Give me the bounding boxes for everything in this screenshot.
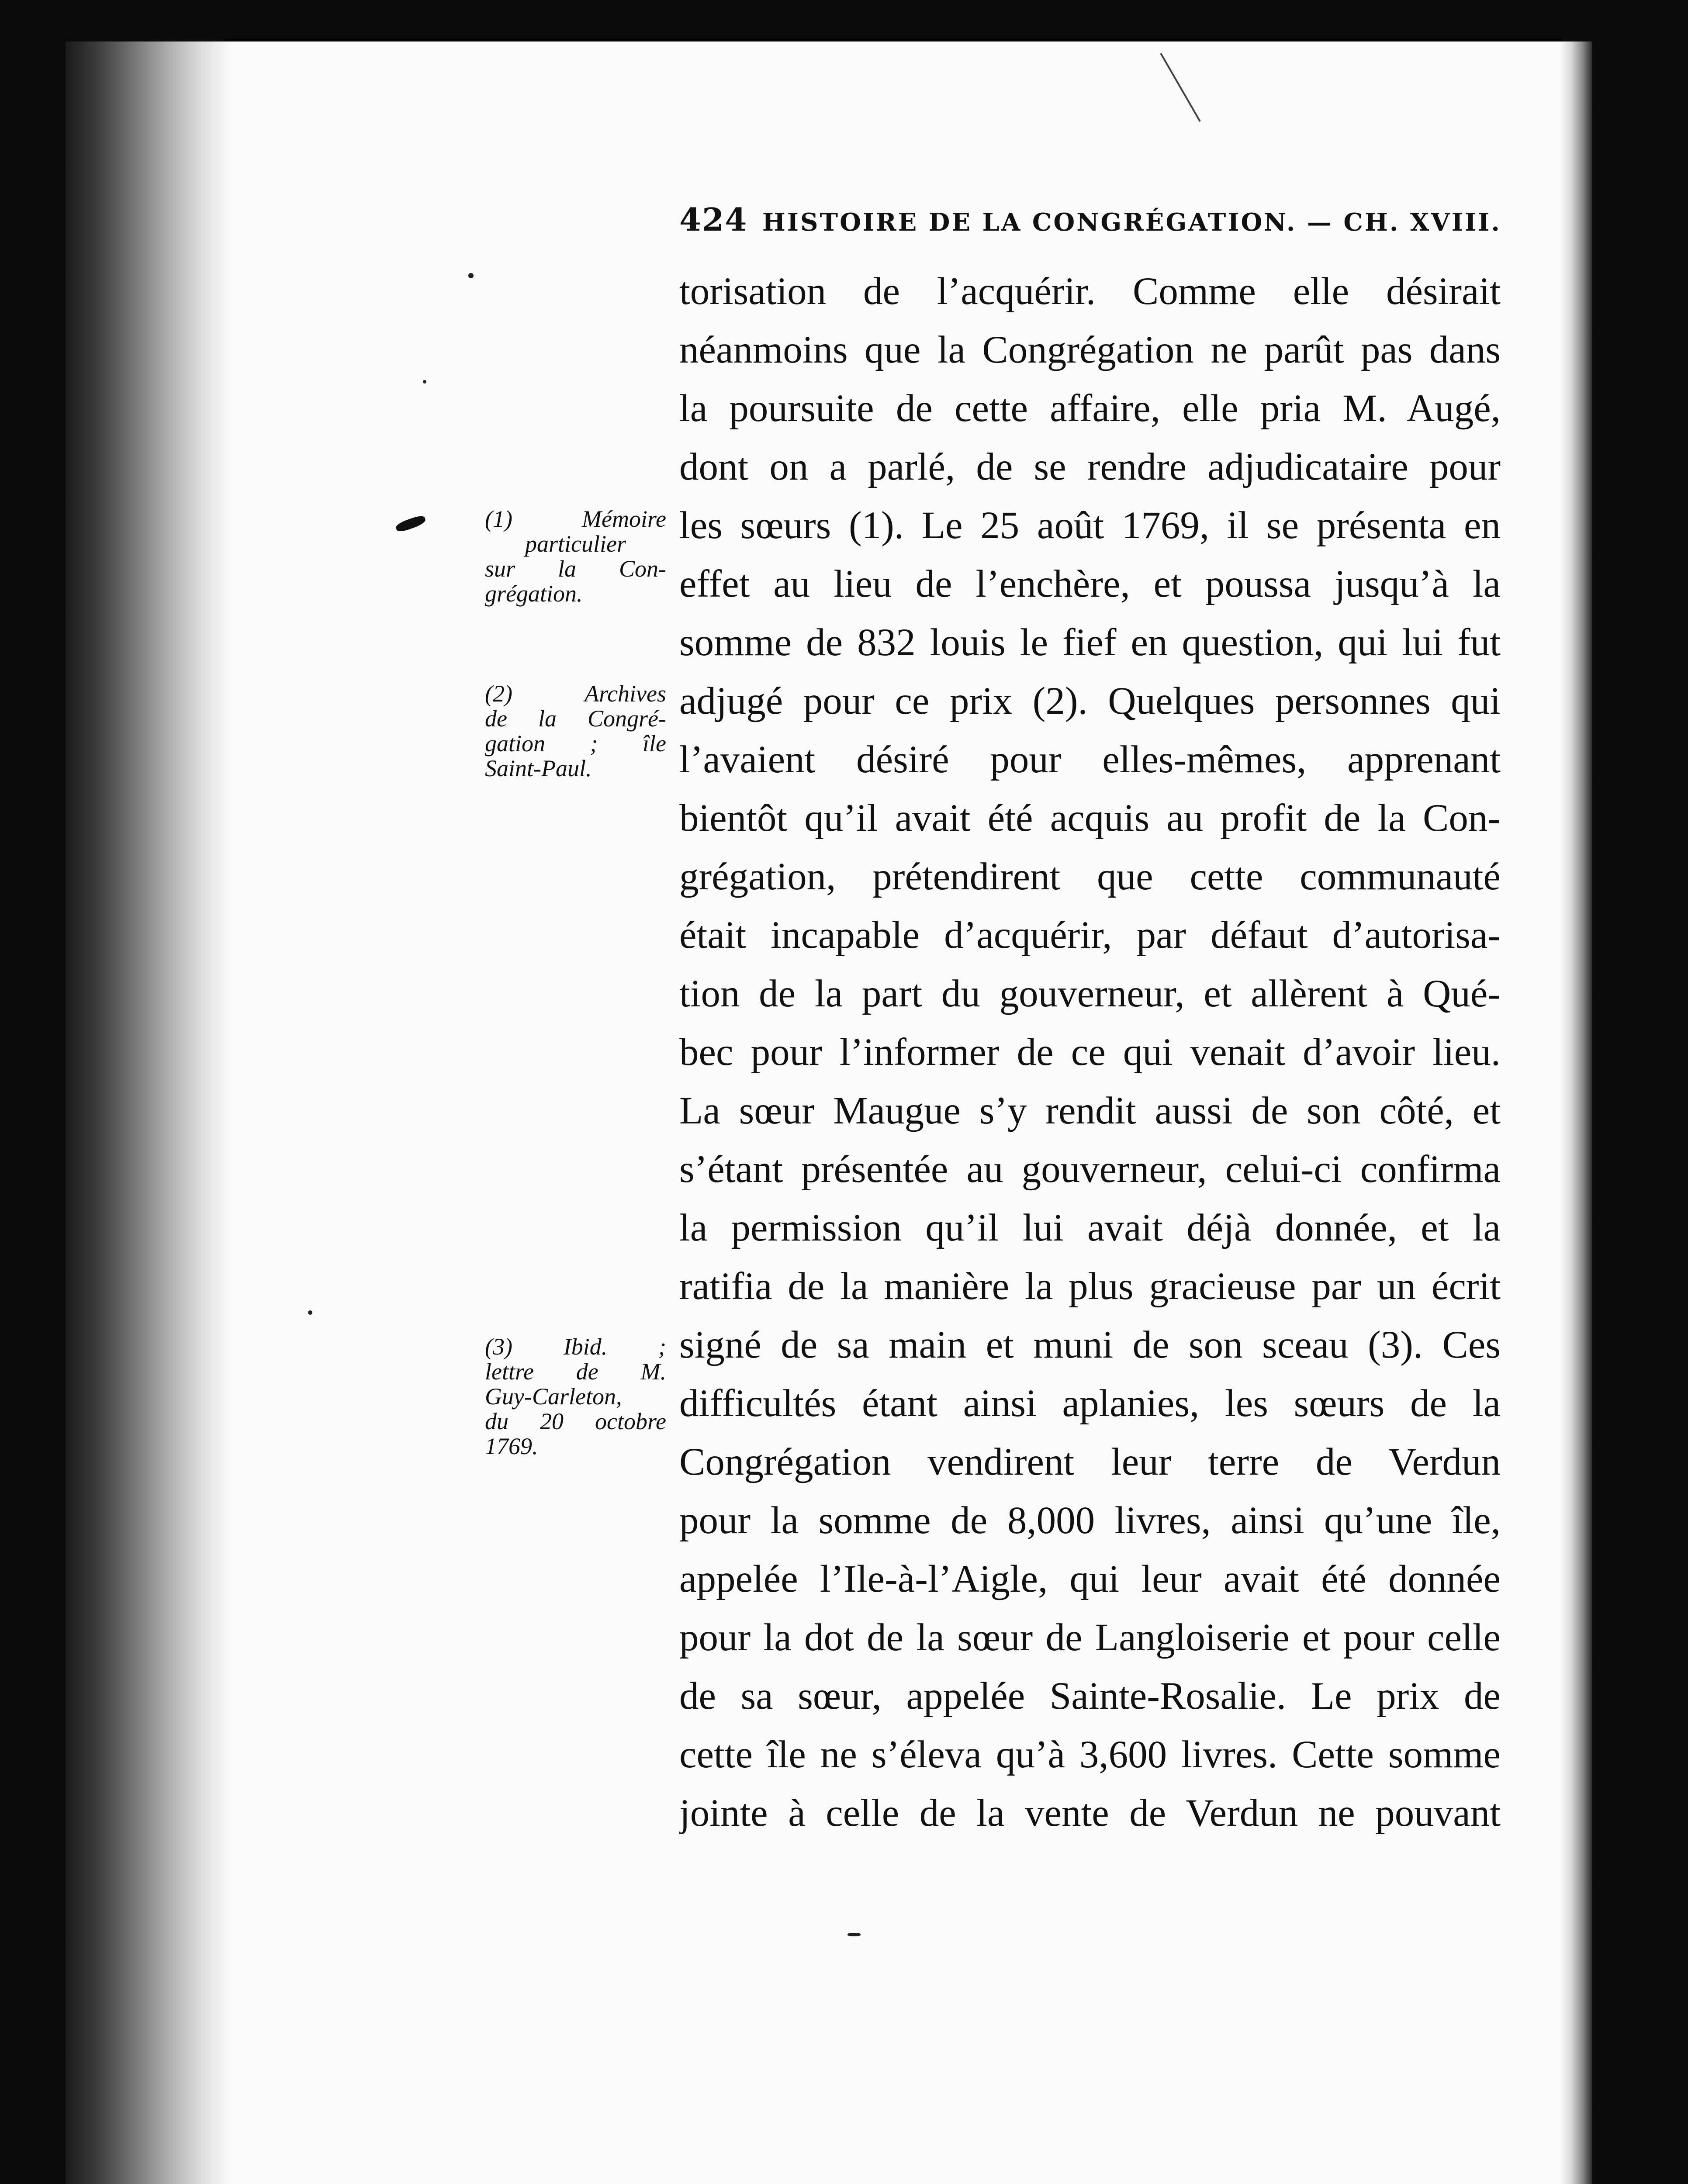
note-line: gation ; île bbox=[485, 730, 666, 757]
body-line: la poursuite de cette affaire, elle pria M. Augé, bbox=[679, 387, 1501, 430]
body-line: l’avaient désiré pour elles-mêmes, apprenant bbox=[679, 738, 1501, 781]
note-line: particulier bbox=[525, 531, 626, 557]
scan-speck bbox=[847, 1933, 861, 1936]
body-line: pour la somme de 8,000 livres, ainsi qu’une île, bbox=[679, 1499, 1501, 1542]
body-line: jointe à celle de la vente de Verdun ne pouvant bbox=[679, 1792, 1501, 1835]
body-line: ratifia de la manière la plus gracieuse par un écrit bbox=[679, 1265, 1501, 1308]
running-head bbox=[679, 201, 1501, 240]
body-line: cette île ne s’éleva qu’à 3,600 livres. Cette somme bbox=[679, 1733, 1501, 1776]
note-line: (1) Mémoire bbox=[485, 506, 666, 532]
note-line: Saint-Paul. bbox=[485, 755, 592, 781]
page-number: 424 bbox=[679, 201, 748, 238]
body-line: Congrégation vendirent leur terre de Verdun bbox=[679, 1441, 1501, 1483]
note-line: 1769. bbox=[485, 1433, 538, 1459]
body-line: était incapable d’acquérir, par défaut d’autorisa- bbox=[679, 914, 1501, 957]
body-line: effet au lieu de l’enchère, et poussa jusqu’à la bbox=[679, 563, 1501, 605]
note-line: (3) Ibid. ; bbox=[485, 1334, 666, 1360]
note-line: sur la Con- bbox=[485, 556, 666, 582]
scan-speck bbox=[423, 380, 426, 384]
body-line: difficultés étant ainsi aplanies, les sœurs de la bbox=[679, 1382, 1501, 1425]
body-line: torisation de l’acquérir. Comme elle désirait bbox=[679, 270, 1501, 313]
running-head-title: HISTOIRE DE LA CONGRÉGATION. — CH. XVIII. bbox=[762, 208, 1501, 237]
body-line: bec pour l’informer de ce qui venait d’avoir lieu. bbox=[679, 1031, 1501, 1074]
note-line: de la Congré- bbox=[485, 705, 666, 732]
body-line: dont on a parlé, de se rendre adjudicataire pour bbox=[679, 446, 1501, 488]
body-text bbox=[679, 262, 1501, 1842]
note-line: du 20 octobre bbox=[485, 1408, 666, 1434]
body-line: signé de sa main et muni de son sceau (3). Ces bbox=[679, 1324, 1501, 1366]
note-line: (2) Archives bbox=[485, 681, 666, 707]
body-line: pour la dot de la sœur de Langloiserie et pour celle bbox=[679, 1616, 1501, 1659]
body-line: grégation, prétendirent que cette communauté bbox=[679, 855, 1501, 898]
note-line: Guy-Carleton, bbox=[485, 1383, 622, 1410]
page-edge-shadow bbox=[1560, 41, 1592, 2184]
body-line: tion de la part du gouverneur, et allèrent à Qué- bbox=[679, 972, 1501, 1015]
note-line: lettre de M. bbox=[485, 1358, 666, 1385]
margin-note-1 bbox=[485, 507, 666, 606]
body-line: la permission qu’il lui avait déjà donnée, et la bbox=[679, 1206, 1501, 1249]
body-line: néanmoins que la Congrégation ne parût pas dans bbox=[679, 328, 1501, 371]
margin-note-2 bbox=[485, 681, 666, 781]
scan-speck bbox=[468, 273, 474, 278]
body-line: adjugé pour ce prix (2). Quelques personnes qui bbox=[679, 680, 1501, 722]
body-line: bientôt qu’il avait été acquis au profit de la Con- bbox=[679, 797, 1501, 840]
note-line: grégation. bbox=[485, 581, 583, 607]
book-gutter-shadow bbox=[66, 41, 232, 2184]
body-line: appelée l’Ile-à-l’Aigle, qui leur avait été donnée bbox=[679, 1558, 1501, 1600]
body-line: de sa sœur, appelée Sainte-Rosalie. Le prix de bbox=[679, 1675, 1501, 1717]
body-line: La sœur Maugue s’y rendit aussi de son côté, et bbox=[679, 1089, 1501, 1132]
margin-note-3 bbox=[485, 1334, 666, 1459]
body-line: somme de 832 louis le fief en question, qui lui fut bbox=[679, 621, 1501, 664]
body-line: les sœurs (1). Le 25 août 1769, il se présenta en bbox=[679, 504, 1501, 547]
scan-speck bbox=[308, 1310, 312, 1315]
body-line: s’étant présentée au gouverneur, celui-ci confirma bbox=[679, 1148, 1501, 1191]
